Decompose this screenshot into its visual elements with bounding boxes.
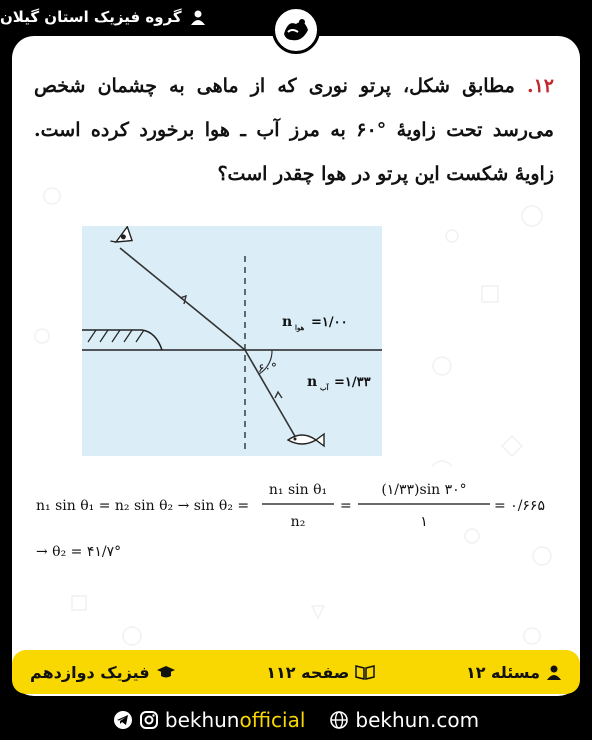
footer-page [266,663,375,682]
frac1-numerator: n₁ sin θ₁ [268,482,328,498]
question-number: ۱۲. [526,75,555,97]
n-air-value: =۱/۰۰ [311,315,348,330]
solution-final [36,536,236,564]
n-water-symbol: n [307,374,318,390]
user-icon [190,9,206,25]
page-label: صفحه ۱۱۲ [266,662,350,682]
logo-icon [278,12,314,48]
book-open-icon [355,664,375,680]
formula-result: = ۰/۶۶۵ [494,498,545,514]
n-water-subscript: آب [320,383,329,392]
refraction-diagram [82,226,382,456]
frac1-denominator: n₂ [290,514,306,530]
problem-label: مسئله ۱۲ [465,662,540,682]
n-air-subscript: هوا [295,323,305,332]
footer-book [30,663,176,682]
n-water-value: =۱/۳۳ [334,375,371,390]
handle-b: official [239,708,306,732]
group-title: گروه فیزیک استان گیلان [0,8,182,26]
handle-a: bekhun [164,708,240,732]
n-air-symbol: n [282,314,293,330]
telegram-icon[interactable] [113,710,133,730]
frac2-numerator: (۱/۳۳)sin ۳۰° [381,482,467,498]
book-label: فیزیک دوازدهم [30,662,150,682]
question-text [34,64,554,196]
bottom-bar [0,700,592,740]
final-answer: → θ₂ = ۴۱/۷° [36,544,122,560]
content-card [12,36,580,696]
social-handle[interactable] [113,708,306,732]
handle-text [165,708,306,732]
formula-equals: = [340,498,352,514]
footer-problem [466,663,562,682]
question-body: مطابق شکل، پرتو نوری که از ماهی به چشمان شخص می‌رسد تحت زاویهٔ °۶۰ به مرز آب ـ هوا برخورد کرده است. زاویهٔ شکست این پرتو در هوا چقدر است؟ [34,75,554,185]
graduation-cap-icon [156,664,176,680]
frac2-denominator: ۱ [420,514,428,530]
user-icon [546,664,562,680]
instagram-icon[interactable] [139,710,159,730]
bekhun-logo [272,6,320,54]
website-link[interactable] [329,708,479,732]
diagram-background [82,226,382,456]
website-text: bekhun.com [355,708,480,732]
footer-bar [12,650,580,694]
globe-icon [329,710,349,730]
formula-snell: n₁ sin θ₁ = n₂ sin θ₂ → sin θ₂ = [36,498,250,514]
angle-label: ۶۰° [258,361,277,375]
